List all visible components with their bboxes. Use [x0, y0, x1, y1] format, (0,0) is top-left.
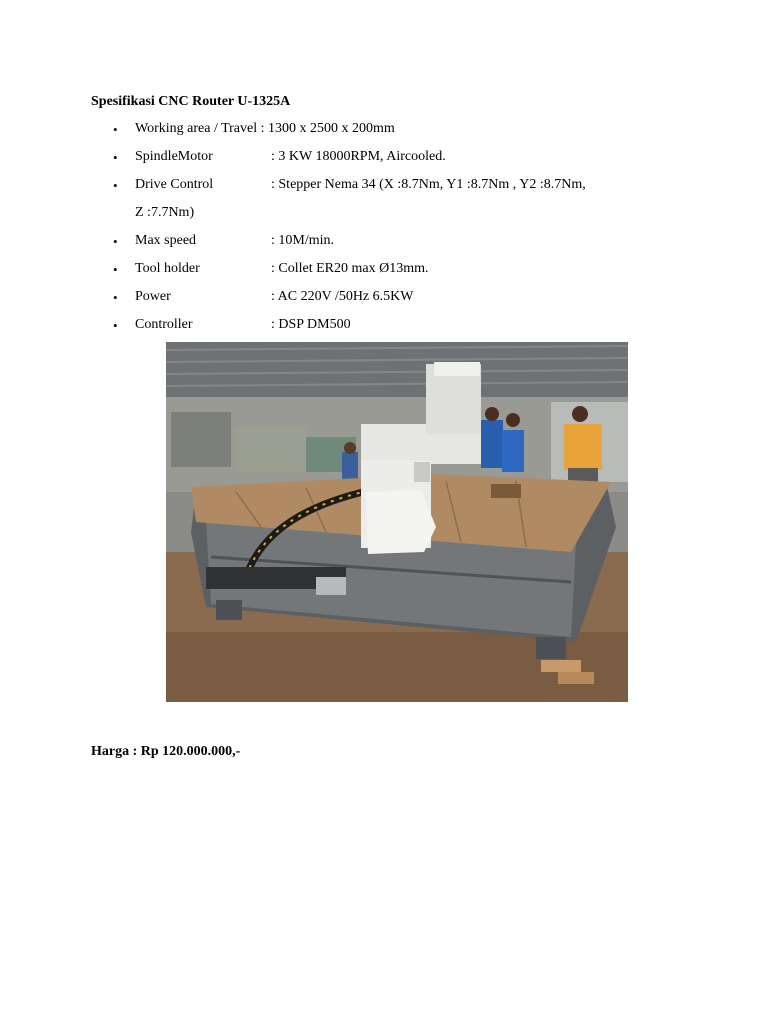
spec-value: : 3 KW 18000RPM, Aircooled.: [271, 149, 446, 164]
bullet: •: [113, 262, 118, 277]
wood-block: [541, 660, 581, 672]
spindle-detail: [414, 462, 430, 482]
page-title: Spesifikasi CNC Router U-1325A: [91, 94, 291, 109]
spec-label: Max speed: [135, 233, 197, 248]
spec-item-drive-control: [0, 175, 768, 231]
gantry-top: [434, 362, 480, 376]
spec-label: Drive Control: [135, 177, 214, 192]
spec-value: : 10M/min.: [271, 233, 335, 248]
bullet: •: [113, 234, 118, 249]
spec-item-tool-holder: [0, 259, 768, 287]
spec-item-spindle-motor: [0, 147, 768, 175]
spec-value: : Stepper Nema 34 (X :8.7Nm, Y1 :8.7Nm , Y2 :8.7Nm,: [271, 177, 586, 192]
wood-workpiece: [491, 484, 521, 498]
spec-value: : DSP DM500: [271, 317, 351, 332]
machine-foot: [216, 600, 242, 620]
worker: [564, 424, 602, 470]
spec-item-working-area: [0, 119, 768, 147]
spec-value: : Collet ER20 max Ø13mm.: [271, 261, 429, 276]
machine-photo: [166, 342, 628, 702]
spec-label: Working area / Travel : 1300 x 2500 x 200mm: [135, 121, 395, 136]
price-text: Harga : Rp 120.000.000,-: [91, 744, 241, 759]
spec-item-controller: [0, 315, 768, 343]
worker-head: [572, 406, 588, 422]
background-lathe: [171, 412, 231, 467]
spec-label: SpindleMotor: [135, 149, 213, 164]
machine-foot: [536, 637, 566, 659]
spec-item-max-speed: [0, 231, 768, 259]
wood-block: [558, 672, 594, 684]
worker: [481, 420, 503, 468]
worker-head: [485, 407, 499, 421]
spec-value: : AC 220V /50Hz 6.5KW: [271, 289, 414, 304]
bullet: •: [113, 290, 118, 305]
spec-label: Controller: [135, 317, 193, 332]
spec-label: Tool holder: [135, 261, 200, 276]
spec-label: Power: [135, 289, 171, 304]
bullet: •: [113, 150, 118, 165]
worker-head: [506, 413, 520, 427]
cable-chain-end: [316, 577, 346, 595]
worker: [502, 430, 524, 472]
bullet: •: [113, 318, 118, 333]
bullet: •: [113, 178, 118, 193]
spec-item-power: [0, 287, 768, 315]
background-lathe: [236, 427, 306, 472]
bullet: •: [113, 122, 118, 137]
worker: [342, 452, 358, 480]
worker-head: [344, 442, 356, 454]
spec-value-continuation: Z :7.7Nm): [135, 205, 195, 220]
spec-list: [0, 119, 768, 343]
